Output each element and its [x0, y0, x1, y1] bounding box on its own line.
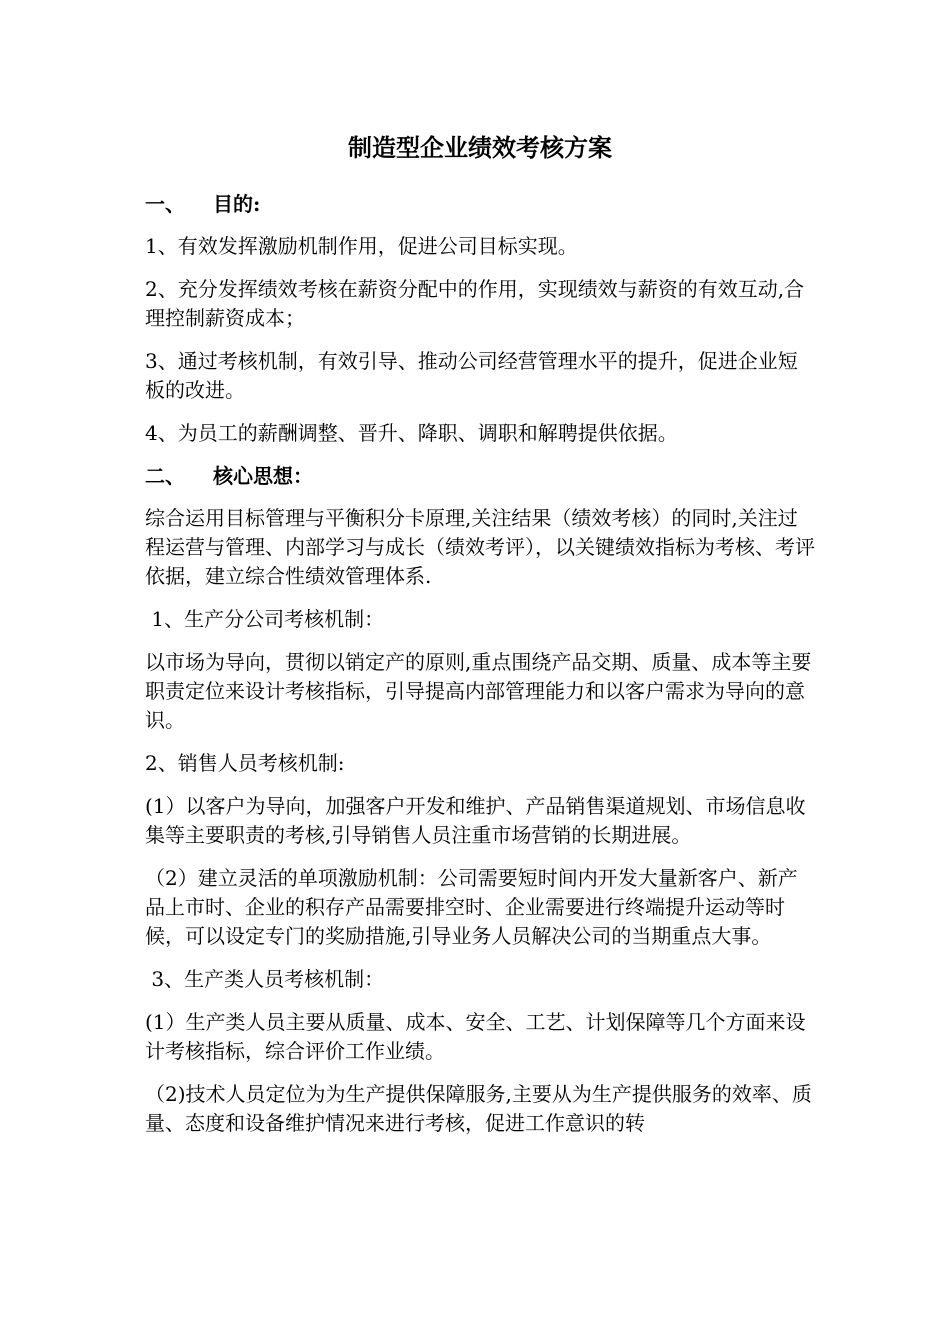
production-staff-paragraph-1: (1）生产类人员主要从质量、成本、安全、工艺、计划保障等几个方面来设计考核指标，综合评价工作业绩。	[145, 1010, 806, 1063]
production-branch-text: 以市场为导向，贯彻以销定产的原则,重点围绕产品交期、质量、成本等主要职责定位来设计考核指标，引导提高内部管理能力和以客户需求为导向的意识。	[145, 650, 812, 732]
subsection-title-production-branch: 1、生产分公司考核机制：	[145, 607, 385, 631]
section-label: 核心思想：	[213, 464, 313, 488]
section-number: 二、	[145, 464, 185, 488]
subsection-title-production-staff: 3、生产类人员考核机制：	[145, 967, 385, 991]
sales-paragraph-1: (1）以客户为导向，加强客户开发和维护、产品销售渠道规划、市场信息收集等主要职责的考核,引导销售人员注重市场营销的长期进展。	[145, 794, 806, 847]
purpose-item-4: 4、为员工的薪酬调整、晋升、降职、调职和解聘提供依据。	[145, 421, 678, 445]
document-page	[145, 130, 815, 1152]
section-heading-core-idea	[145, 462, 815, 490]
subsection-title-sales: 2、销售人员考核机制:	[145, 751, 345, 775]
section-heading-purpose	[145, 190, 815, 218]
document-title: 制造型企业绩效考核方案	[348, 133, 612, 162]
purpose-item-2: 2、充分发挥绩效考核在薪资分配中的作用，实现绩效与薪资的有效互动,合理控制薪资成本；	[145, 277, 805, 330]
production-staff-paragraph-2: （2)技术人员定位为为生产提供保障服务,主要从为生产提供服务的效率、质量、态度和设备维护情况来进行考核，促进工作意识的转	[145, 1082, 812, 1135]
section-number: 一、	[145, 192, 185, 216]
sales-paragraph-2: （2）建立灵活的单项激励机制：公司需要短时间内开发大量新客户、新产品上市时、企业的积存产品需要排空时、企业需要进行终端提升运动等时候，可以设定专门的奖励措施,引导业务人员解决公司的当期重点大事。	[145, 866, 798, 948]
purpose-item-1: 1、有效发挥激励机制作用，促进公司目标实现。	[145, 234, 578, 258]
core-idea-intro: 综合运用目标管理与平衡积分卡原理,关注结果（绩效考核）的同时,关注过程运营与管理、内部学习与成长（绩效考评），以关键绩效指标为考核、考评依据，建立综合性绩效管理体系.	[145, 506, 815, 588]
purpose-item-3: 3、通过考核机制，有效引导、推动公司经营管理水平的提升，促进企业短板的改进。	[145, 349, 798, 402]
section-label: 目的:	[213, 192, 261, 216]
